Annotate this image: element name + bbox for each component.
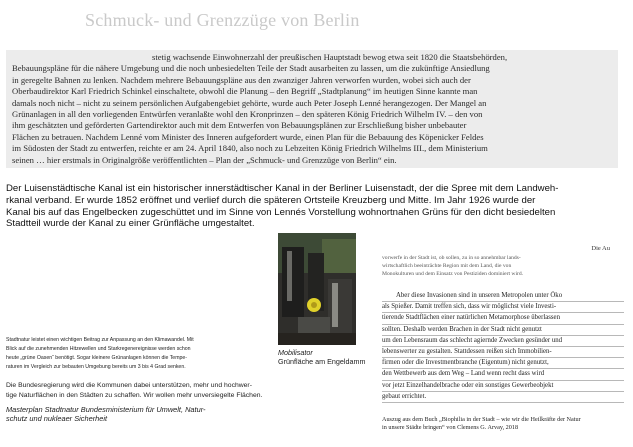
book-fragment-line: vorwerfe in der Stadt ist, ob sollen, zu in so annehmbar lands-: [382, 255, 521, 261]
book-body-line: tierende Stadtflächen einer natürlichen Metamorphose überlassen: [382, 313, 624, 324]
book-body-line: sollten. Deshalb werden Brachen in der Stadt nicht genutzt: [382, 325, 624, 336]
book-body-line: gebaut errichtet.: [382, 392, 624, 403]
climate-note-line: Blick auf die zunehmenden Hitzewellen und Starkregenereignisse werden schon: [6, 346, 191, 352]
historic-line: seinen … hier erstmals in Originalgröße veröffentlichten – Plan der „Schmuck- und Grenzzüge von Berlin“ ein.: [12, 154, 397, 165]
government-note: [6, 381, 306, 401]
masterplan-line: Masterplan Stadtnatur Bundesministerium für Umwelt, Natur-: [6, 405, 206, 414]
book-body: [382, 291, 624, 403]
climate-note-line: raturen im Vergleich zur bebauten Umgebung bereits um 3 bis 4 Grad senken.: [6, 364, 186, 370]
historic-line: Grünanlagen in all den vorliegenden Entwürfen veranlaßte wohl den Kronprinzen – den späteren König Friedrich Wilhelm IV. – den von: [12, 109, 483, 120]
book-fragment: [382, 255, 616, 278]
book-body-line: Aber diese Invasionen sind in unseren Metropolen unter Öko: [382, 291, 624, 302]
main-paragraph-line: Der Luisenstädtische Kanal ist ein historischer innerstädtischer Kanal in der Berliner Luisenstadt, der die Spree mit dem Landweh-: [6, 183, 559, 194]
book-body-line: den Wettbewerb aus dem Weg – Land wenn recht dass wird: [382, 369, 624, 380]
main-paragraph-line: rkanal verband. Er wurde 1852 eröffnet und verlief durch die späteren Ortsteile Kreuzberg und Mitte. Im Jahr 1926 wurde der: [6, 194, 536, 206]
park-photo: [278, 233, 356, 345]
book-top-word: Die Au: [591, 245, 610, 252]
main-paragraph: [6, 183, 622, 230]
government-note-line: Die Bundesregierung wird die Kommunen dabei unterstützen, mehr und hochwer-: [6, 382, 252, 389]
historic-line: stetig wachsende Einwohnerzahl der preußischen Hauptstadt bewog etwa seit 1820 die Staatsbehörden,: [152, 52, 508, 62]
book-source-line: Auszug aus dem Buch „Biophilia in der Stadt – wie wir die Heilkräfte der Natur: [382, 416, 581, 423]
main-paragraph-line: Kanal bis auf das Engelbecken zugeschüttet und im Sinne von Lennés Vorstellung wohnortnahen Grüns für den dicht besiedelten: [6, 206, 556, 218]
historic-line: Oberbaudirektor Karl Friedrich Schinkel einschaltete, obwohl die Planung – den Begriff „Stadtplanung“ im heutigen Sinne kannte man: [12, 86, 478, 97]
masterplan-credit: [6, 405, 306, 423]
photo-caption-title: Mobilisator: [278, 348, 313, 357]
historic-excerpt: [6, 50, 618, 168]
climate-note: [6, 336, 272, 372]
park-photo-illustration: [278, 233, 356, 345]
main-paragraph-line: Stadtteil wurde der Kanal zu einer Grünfläche umgestaltet.: [6, 218, 255, 230]
historic-line: in geregelte Bahnen zu lenken. Nachdem mehrere Bebauungspläne aus den zwanziger Jahren verworfen wurden, wobei sich auch der: [12, 74, 471, 85]
climate-note-line: Stadtnatur leistet einen wichtigen Beitrag zur Anpassung an den Klimawandel. Mit: [6, 337, 194, 343]
historic-line: Bebauungspläne für die nähere Umgebung und die noch unbesiedelten Teile der Stadt ausarbeiten zu lassen, um die zukünftige Ansiedlung: [12, 63, 490, 74]
page-title: Schmuck- und Grenzzüge von Berlin: [85, 10, 360, 30]
book-fragment-line: wirtschaftlich beeinträchte Region mit dem Land, die von: [382, 262, 512, 269]
climate-note-line: heute „grüne Oasen“ benötigt. Sogar kleinere Grünanlagen können die Tempe-: [6, 355, 188, 361]
book-body-line: um den Lebensraum das schlecht agiernde Zwecken gesünder und: [382, 336, 624, 347]
book-body-line: firmen oder die Investmentbranche (Eigentum) nicht genutzt,: [382, 358, 624, 369]
photo-caption-subtitle: Grünfläche am Engeldamm: [278, 357, 366, 366]
historic-line: Flächen zu betrauen. Nachdem Lenné vom Minister des Inneren aufgefordert wurde, einen Plan für die Bebauung des Köpenicker Feldes: [12, 131, 484, 142]
book-source: [382, 416, 627, 432]
masterplan-line: schutz und nukleaer Sicherheit: [6, 414, 108, 424]
government-note-line: tige Naturflächen in den Städten zu schaffen. Wir wollen mehr unversiegelte Flächen.: [6, 391, 263, 399]
book-body-line: vor jetzt Einzelhandelbrache oder ein sonstiges Gewerbeobjekt: [382, 381, 624, 392]
photo-caption: [278, 348, 366, 366]
historic-line: damals noch nicht – nicht zu seinem persönlichen Aufgabengebiet gehörte, wurde auch Peter Joseph Lenné herangezogen. Der Mangel an: [12, 97, 487, 108]
book-body-line: lebenswerter zu gestalten. Stattdessen reißen sich Immobilien-: [382, 347, 624, 358]
book-fragment-line: Monokulturen und dem Einsatz von Pestiziden dominiert wird.: [382, 270, 524, 277]
book-source-line: in unsere Städte bringen“ von Clemens G. Arvay, 2018: [382, 424, 519, 431]
book-body-line: als Spießer. Damit treffen sich, dass wir möglichst viele Investi-: [382, 302, 624, 313]
historic-line: ihm geschätzten und geförderten Gartendirektor auch mit dem Entwerfen von Bebauungsplänen zur Erschließung bisher unbebauter: [12, 120, 467, 131]
historic-line: im Südosten der Stadt zu entwerfen, reichte er am 24. April 1840, also noch zu Lebzeiten König Friedrich Wilhelms III., dem Ministerium: [12, 143, 488, 154]
book-excerpt: [382, 245, 624, 410]
